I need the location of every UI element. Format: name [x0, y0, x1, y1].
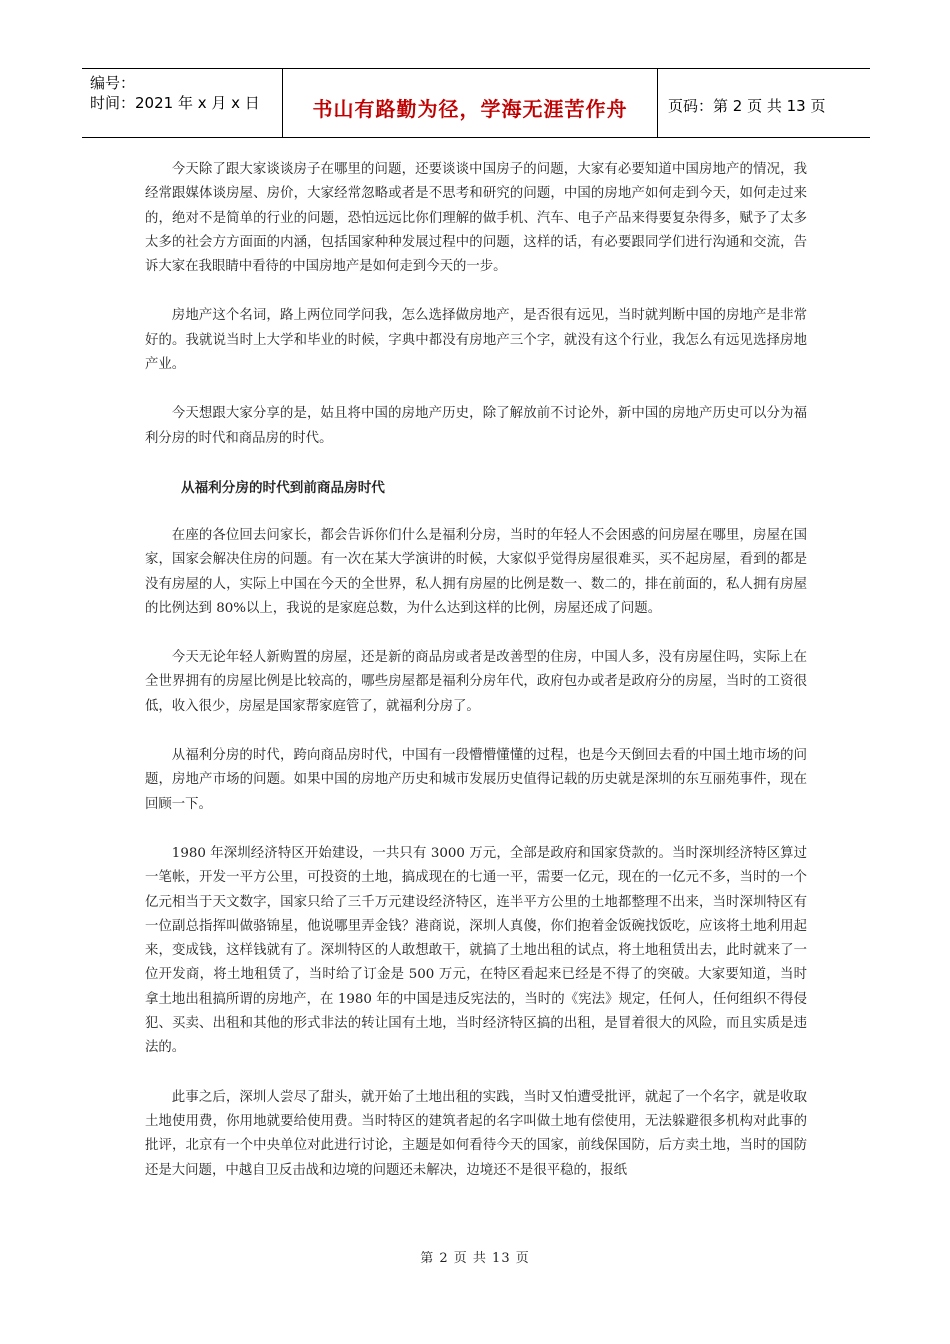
paragraph: 此事之后，深圳人尝尽了甜头，就开始了土地出租的实践，当时又怕遭受批评，就起了一个名字，就是收取土地使用费，你用地就要给使用费。当时特区的建筑者起的名字叫做土地有偿使用，无法躲避很多机构对此事的批评，北京有一个中央单位对此进行讨论，主题是如何看待今天的国家，前线保国防，后方卖土地，当时的国防还是大问题，中越自卫反击战和边境的问题还未解决，边境还不是很平稳的，报纸	[145, 1089, 807, 1178]
paragraph: 今天无论年轻人新购置的房屋，还是新的商品房或者是改善型的住房，中国人多，没有房屋住吗，实际上在全世界拥有的房屋比例是比较高的，哪些房屋都是福利分房年代，政府包办或者是政府分的房屋，当时的工资很低，收入很少，房屋是国家帮家庭管了，就福利分房了。	[145, 650, 807, 714]
header-page-cell	[658, 69, 870, 137]
header-info-cell	[82, 69, 283, 137]
header-table	[82, 68, 870, 138]
document-body	[145, 158, 807, 1208]
paragraph: 1980 年深圳经济特区开始建设，一共只有 3000 万元，全部是政府和国家贷款的。当时深圳经济特区算过一笔帐，开发一平方公里，可投资的土地，搞成现在的七通一平，需要一亿元，现在的一亿元不多，当时的一个亿元相当于天文数字，国家只给了三千万元建设经济特区，连半平方公里的土地都整理不出来，当时深圳特区有一位副总指挥叫做骆锦星，他说哪里弄金钱？港商说，深圳人真傻，你们抱着金饭碗找饭吃，应该将土地利用起来，变成钱，这样钱就有了。深圳特区的人敢想敢干，就搞了土地出租的试点，将土地租赁出去，此时就来了一位开发商，将土地租赁了，当时给了订金是 500 万元，在特区看起来已经是不得了的突破。大家要知道，当时拿土地出租搞所谓的房地产，在 1980 年的中国是违反宪法的，当时的《宪法》规定，任何人，任何组织不得侵犯、买卖、出租和其他的形式非法的转让国有土地，当时经济特区搞的出租，是冒着很大的风险，而且实质是违法的。	[145, 845, 807, 1056]
page-footer: 第 2 页 共 13 页	[420, 1251, 530, 1266]
date-label: 时间：2021 年 x 月 x 日	[90, 94, 260, 112]
paragraph: 今天除了跟大家谈谈房子在哪里的问题，还要谈谈中国房子的问题，大家有必要知道中国房地产的情况，我经常跟媒体谈房屋、房价，大家经常忽略或者是不思考和研究的问题，中国的房地产如何走到今天，如何走过来的，绝对不是简单的行业的问题，恐怕远远比你们理解的做手机、汽车、电子产品来得要复杂得多，赋予了太多太多的社会方方面面的内涵，包括国家种种发展过程中的问题，这样的话，有必要跟同学们进行沟通和交流，告诉大家在我眼睛中看待的中国房地产是如何走到今天的一步。	[145, 162, 807, 275]
paragraph: 在座的各位回去问家长，都会告诉你们什么是福利分房，当时的年轻人不会困惑的问房屋在哪里，房屋在国家，国家会解决住房的问题。有一次在某大学演讲的时候，大家似乎觉得房屋很难买，买不起房屋，看到的都是没有房屋的人，实际上中国在今天的全世界，私人拥有房屋的比例是数一、数二的，排在前面的，私人拥有房屋的比例达到 80%以上，我说的是家庭总数，为什么达到这样的比例，房屋还成了问题。	[145, 527, 807, 616]
serial-number-label: 编号：	[90, 74, 136, 92]
paragraph: 房地产这个名词，路上两位同学问我，怎么选择做房地产，是否很有远见，当时就判断中国的房地产是非常好的。我就说当时上大学和毕业的时候，字典中都没有房地产三个字，就没有这个行业，我怎么有远见选择房地产业。	[145, 308, 807, 373]
paragraph: 今天想跟大家分享的是，姑且将中国的房地产历史，除了解放前不讨论外，新中国的房地产历史可以分为福利分房的时代和商品房的时代。	[145, 406, 807, 446]
section-heading: 从福利分房的时代到前商品房时代	[181, 479, 385, 496]
page-number-label: 页码：第 2 页 共 13 页	[668, 97, 826, 115]
motto-text: 书山有路勤为径，学海无涯苦作舟	[312, 97, 628, 121]
header-motto-cell	[283, 69, 658, 137]
paragraph: 从福利分房的时代，跨向商品房时代，中国有一段懵懵懂懂的过程，也是今天倒回去看的中国土地市场的问题，房地产市场的问题。如果中国的房地产历史和城市发展历史值得记载的历史就是深圳的东互丽苑事件，现在回顾一下。	[145, 748, 807, 812]
